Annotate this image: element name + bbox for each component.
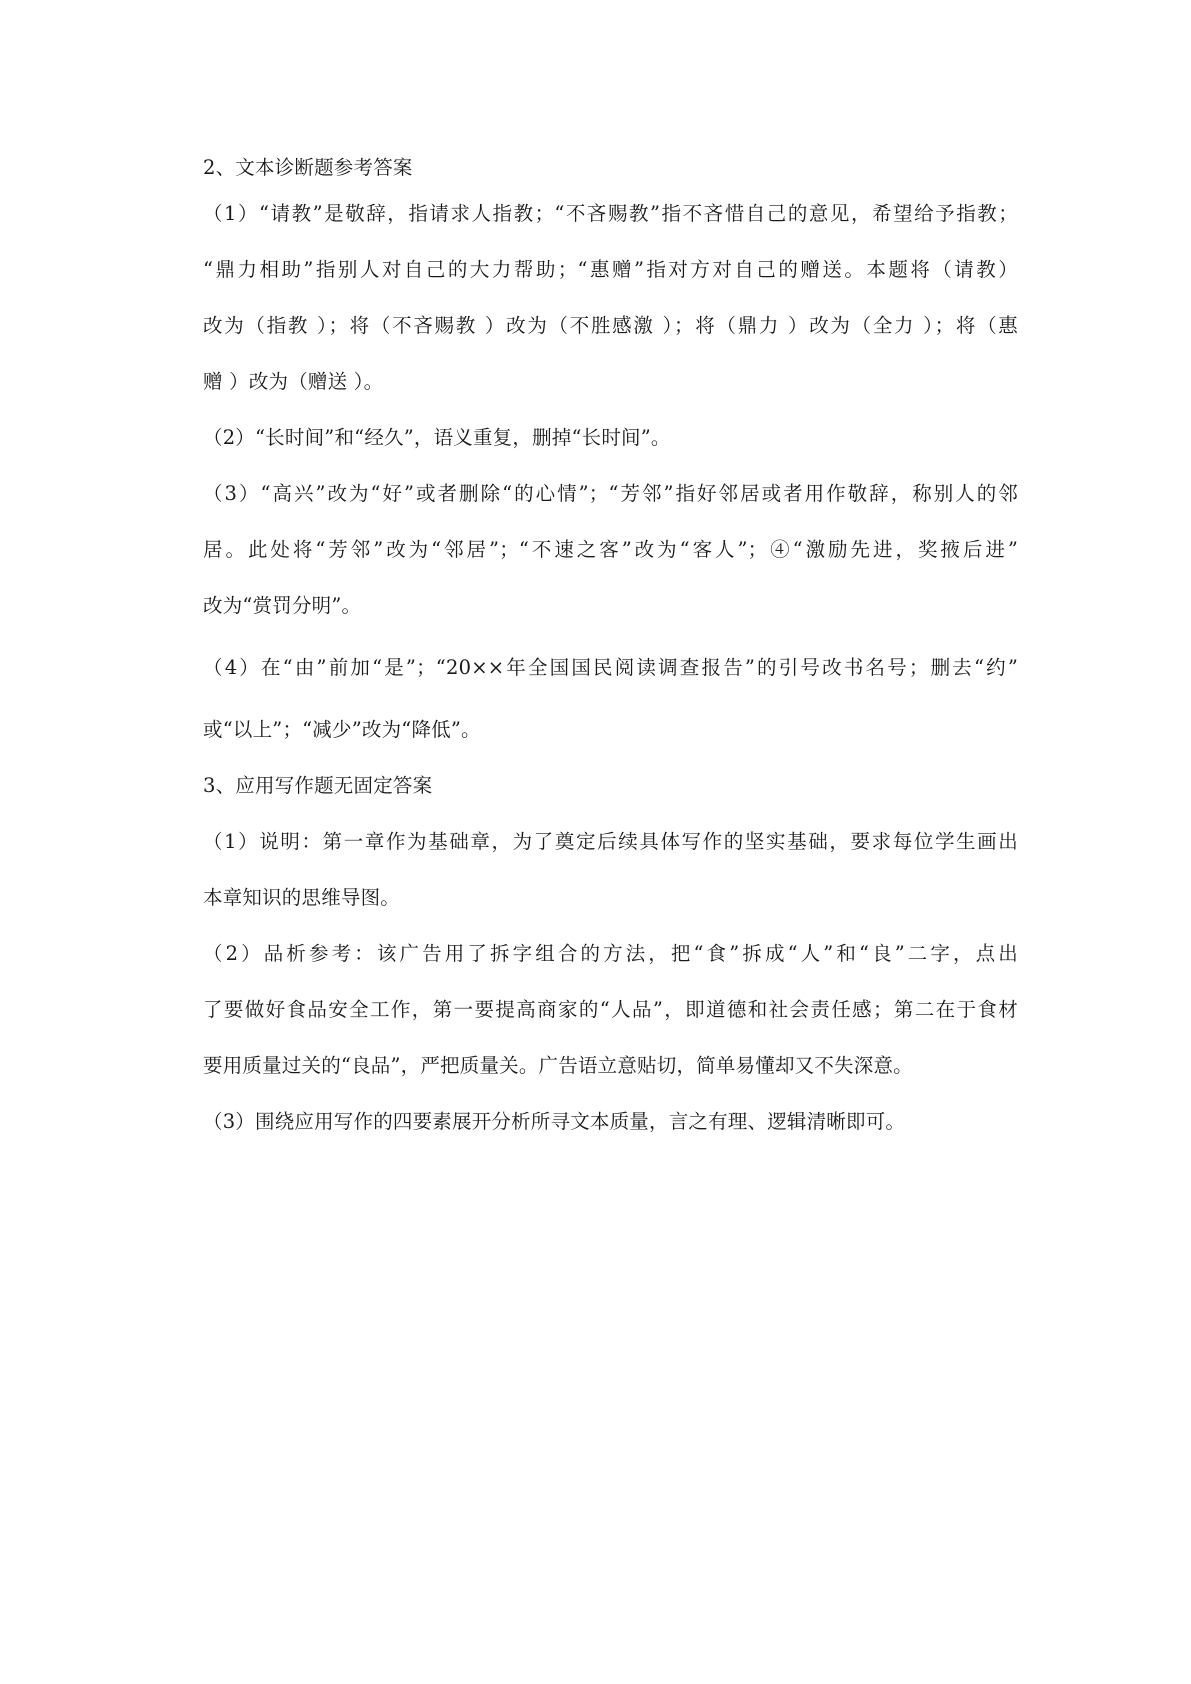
answer-2-1-line-4: 赠 ）改为（赠送 ）。: [203, 370, 384, 393]
answer-3-2-line-3: 要用质量过关的“良品”，严把质量关。广告语立意贴切，简单易懂却又不失深意。: [203, 1054, 913, 1077]
answer-2-1-line-1: （1）“请教”是敬辞，指请求人指教；“不吝赐教”指不吝惜自己的意见，希望给予指教；: [203, 202, 1018, 225]
section-heading-2: 2、文本诊断题参考答案: [203, 156, 413, 179]
answer-3-1-line-2: 本章知识的思维导图。: [203, 886, 401, 909]
answer-2-4-line-1: （4）在“由”前加“是”；“20××年全国国民阅读调查报告”的引号改书名号；删去“约”: [203, 656, 1018, 679]
answer-2-1-line-3: 改为（指教 ）；将（不吝赐教 ）改为（不胜感激 ）；将（鼎力 ）改为（全力 ）；将（惠: [203, 314, 1018, 337]
answer-3-1-line-1: （1）说明：第一章作为基础章，为了奠定后续具体写作的坚实基础，要求每位学生画出: [203, 830, 1018, 853]
section-heading-3: 3、应用写作题无固定答案: [203, 774, 433, 797]
answer-2-1-line-2: “鼎力相助”指别人对自己的大力帮助；“惠赠”指对方对自己的赠送。本题将（请教）: [203, 258, 1018, 281]
answer-3-2-line-2: 了要做好食品安全工作，第一要提高商家的“人品”，即道德和社会责任感；第二在于食材: [203, 998, 1018, 1021]
answer-3-3: （3）围绕应用写作的四要素展开分析所寻文本质量，言之有理、逻辑清晰即可。: [203, 1110, 906, 1133]
answer-2-3-line-2: 居。此处将“芳邻”改为“邻居”；“不速之客”改为“客人”；④“激励先进，奖掖后进”: [203, 538, 1018, 561]
answer-2-3-line-3: 改为“赏罚分明”。: [203, 594, 362, 617]
answer-3-2-line-1: （2）品析参考：该广告用了拆字组合的方法，把“食”拆成“人”和“良”二字，点出: [203, 942, 1018, 965]
answer-2-3-line-1: （3）“高兴”改为“好”或者删除“的心情”；“芳邻”指好邻居或者用作敬辞，称别人的邻: [203, 482, 1018, 505]
answer-2-4-line-2: 或“以上”；“减少”改为“降低”。: [203, 718, 481, 741]
answer-2-2: （2）“长时间”和“经久”，语义重复，删掉“长时间”。: [203, 426, 671, 449]
document-body: [203, 152, 1018, 1138]
